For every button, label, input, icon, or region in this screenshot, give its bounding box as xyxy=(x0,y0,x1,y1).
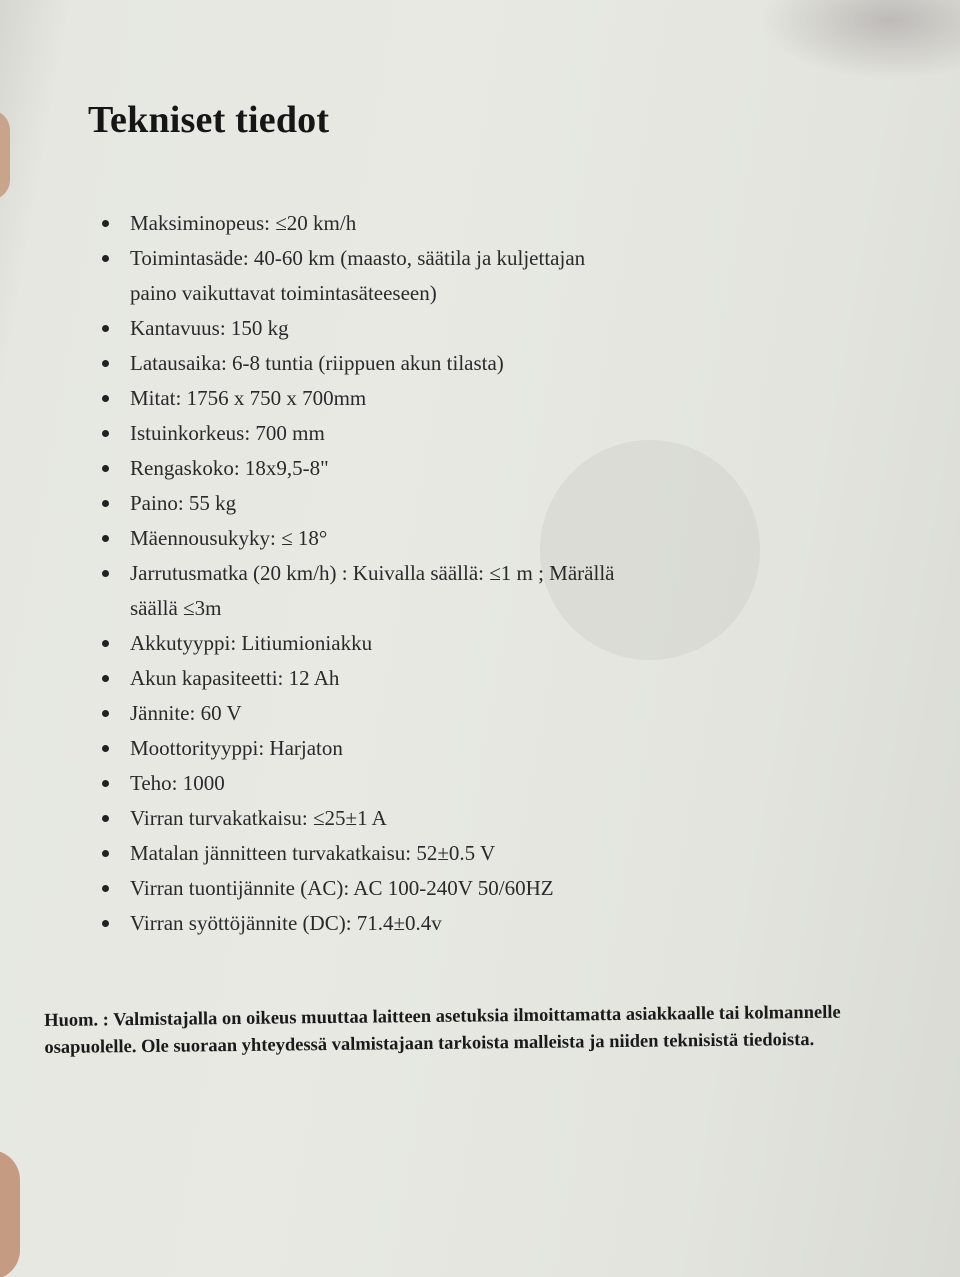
bullet-icon xyxy=(102,430,109,437)
bullet-icon xyxy=(102,780,109,787)
spec-text: Virran turvakatkaisu: ≤25±1 A xyxy=(130,806,387,830)
bullet-icon xyxy=(102,220,109,227)
spec-item-weight xyxy=(100,486,620,521)
disclaimer-note: Huom. : Valmistajalla on oikeus muuttaa laitteen asetuksia ilmoittamatta asiakkaalle tai kolmannelle osapuolelle. Ole suoraan yhteydessä valmistajaan tarkoista malleista ja niiden teknisistä tiedoista. xyxy=(44,1002,841,1058)
bullet-icon xyxy=(102,640,109,647)
bullet-icon xyxy=(102,850,109,857)
spec-text: Akkutyyppi: Litiumioniakku xyxy=(130,631,373,655)
bullet-icon xyxy=(102,465,109,472)
bullet-icon xyxy=(102,675,109,682)
spec-text: Akun kapasiteetti: 12 Ah xyxy=(130,666,340,690)
spec-item-ac-input xyxy=(100,871,620,906)
spec-item-battery-capacity xyxy=(100,661,620,696)
spec-text: Mitat: 1756 x 750 x 700mm xyxy=(130,386,367,410)
spec-text: Kantavuus: 150 kg xyxy=(130,316,289,340)
spec-text: Matalan jännitteen turvakatkaisu: 52±0.5 V xyxy=(130,841,496,865)
spec-text: Jännite: 60 V xyxy=(130,701,242,725)
spec-text: Maksiminopeus: ≤20 km/h xyxy=(130,211,357,235)
spec-item-tire-size xyxy=(100,451,620,486)
spec-item-climb xyxy=(100,521,620,556)
bullet-icon xyxy=(102,885,109,892)
spec-item-motor-type xyxy=(100,731,620,766)
finger-top xyxy=(0,110,10,200)
spec-item-charge-time xyxy=(100,346,620,381)
bullet-icon xyxy=(102,535,109,542)
spec-text: Mäennousukyky: ≤ 18° xyxy=(130,526,328,550)
spec-text: Paino: 55 kg xyxy=(130,491,237,515)
spec-item-voltage xyxy=(100,696,620,731)
bullet-icon xyxy=(102,500,109,507)
spec-text: Jarrutusmatka (20 km/h) : Kuivalla säällä: ≤1 m ; Märällä säällä ≤3m xyxy=(130,561,615,620)
spec-text: Istuinkorkeus: 700 mm xyxy=(130,421,325,445)
spec-item-dimensions xyxy=(100,381,620,416)
spec-item-braking xyxy=(100,556,620,626)
bullet-icon xyxy=(102,570,109,577)
spec-item-current-cutoff xyxy=(100,801,620,836)
spec-text: Virran tuontijännite (AC): AC 100-240V 50/60HZ xyxy=(130,876,554,900)
bullet-icon xyxy=(102,325,109,332)
page-title: Tekniset tiedot xyxy=(88,99,330,141)
bullet-icon xyxy=(102,920,109,927)
spec-item-power xyxy=(100,766,620,801)
bullet-icon xyxy=(102,710,109,717)
spec-text: Virran syöttöjännite (DC): 71.4±0.4v xyxy=(130,911,442,935)
spec-text: Latausaika: 6-8 tuntia (riippuen akun tilasta) xyxy=(130,351,504,375)
spec-text: Toimintasäde: 40-60 km (maasto, säätila ja kuljettajan paino vaikuttavat toimintasäteeseen) xyxy=(130,246,586,305)
spec-item-low-voltage-cutoff xyxy=(100,836,620,871)
finger-bottom xyxy=(0,1150,20,1277)
bullet-icon xyxy=(102,395,109,402)
spec-text: Moottorityyppi: Harjaton xyxy=(130,736,343,760)
spec-list xyxy=(100,206,620,941)
spec-item-seat-height xyxy=(100,416,620,451)
bullet-icon xyxy=(102,255,109,262)
bullet-icon xyxy=(102,360,109,367)
spec-item-max-speed xyxy=(100,206,620,241)
spec-item-load-capacity xyxy=(100,311,620,346)
spec-text: Teho: 1000 xyxy=(130,771,225,795)
bullet-icon xyxy=(102,815,109,822)
spec-item-range xyxy=(100,241,620,311)
page-corner-shadow xyxy=(760,0,960,80)
spec-item-dc-output xyxy=(100,906,620,941)
spec-text: Rengaskoko: 18x9,5-8" xyxy=(130,456,329,480)
spec-item-battery-type xyxy=(100,626,620,661)
bullet-icon xyxy=(102,745,109,752)
